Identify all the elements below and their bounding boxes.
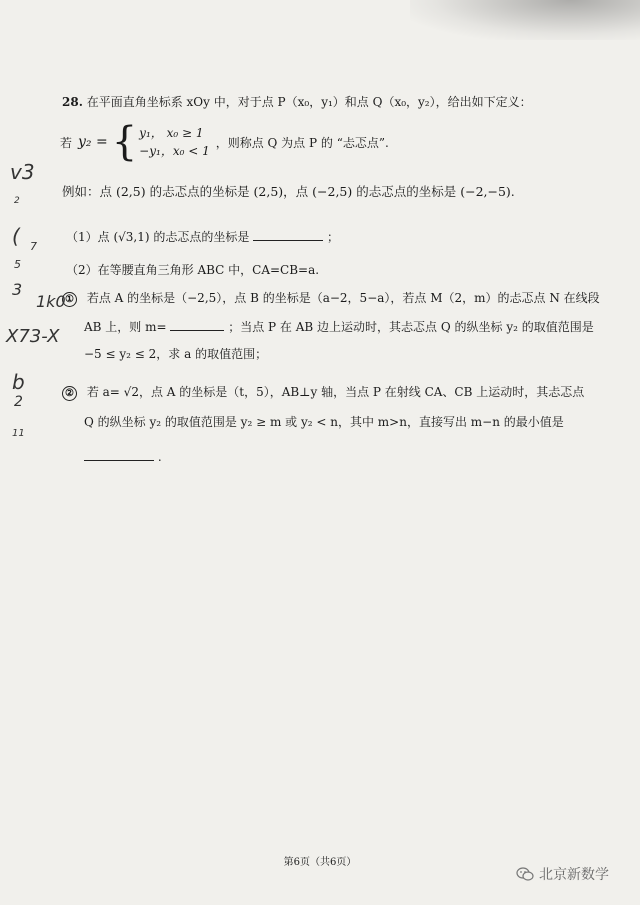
sub2-end: . [157,450,162,464]
definition [60,119,389,165]
sub1-text-2b: ；当点 P 在 AB 边上运动时，其忐忑点 Q 的纵坐标 y₂ 的取值范围是 [228,320,594,334]
sub1-line1 [62,290,600,307]
sub1-text-2a: AB 上，则 m= [84,320,167,334]
definition-prefix: 若 [60,135,73,150]
margin-note: 5 [14,258,21,271]
margin-note: 2 [14,394,23,410]
left-brace: { [111,119,138,165]
margin-note: 2 [14,196,20,206]
question-intro: 在平面直角坐标系 xOy 中，对于点 P（x₀，y₁）和点 Q（x₀，y₂），给出如下定义： [86,95,532,109]
scan-shadow [410,0,640,40]
definition-case-1: y₁， x₀ ≥ 1 [139,126,204,140]
margin-note: 3 [12,280,23,299]
part1-answer-blank [253,228,323,241]
watermark-text: 北京新数学 [539,867,609,883]
sub1-answer-blank [170,318,224,331]
margin-note: 1k0 [36,292,66,311]
sub2-text-1: 若 a= √2，点 A 的坐标是（t，5），AB⊥y 轴，当点 P 在射线 CA、CB 上运动时，其忐忑点 [86,385,585,399]
margin-note: b [12,370,25,394]
definition-case-2: −y₁，x₀ < 1 [139,144,210,158]
sub2-marker: ② [62,386,77,401]
sub2-line2: Q 的纵坐标 y₂ 的取值范围是 y₂ ≥ m 或 y₂ < n，其中 m>n，直接写出 m−n 的最小值是 [84,415,564,429]
wechat-icon [516,867,534,881]
example-line: 例如：点 (2,5) 的忐忑点的坐标是 (2,5)，点 (−2,5) 的忐忑点的坐标是 (−2,−5). [62,184,515,199]
page-footer: 第6页（共6页） [283,857,357,868]
question-intro-line [62,94,532,110]
margin-note: ( [12,224,20,248]
margin-note: 11 [12,428,25,439]
part1-text: （1）点 (√3,1) 的忐忑点的坐标是 [66,230,250,244]
margin-note: 7 [30,240,37,253]
part2-line: （2）在等腰直角三角形 ABC 中，CA=CB=a. [66,263,320,277]
sub2-line3 [84,448,162,465]
sub1-line3: −5 ≤ y₂ ≤ 2，求 a 的取值范围； [84,347,268,361]
watermark [516,864,609,884]
sub2-line1 [62,384,584,401]
part1-end: ； [327,230,340,244]
sub1-marker: ① [62,292,77,307]
definition-suffix: ，则称点 Q 为点 P 的 “忐忑点”. [215,135,389,150]
sub1-line2 [84,318,594,335]
sub1-text-1: 若点 A 的坐标是（−2,5），点 B 的坐标是（a−2，5−a），若点 M（2，m）的忐忑点 N 在线段 [86,291,600,305]
question-number: 28. [62,95,83,109]
definition-cases [139,124,210,160]
margin-note: v3 [10,160,35,184]
margin-note: X73-X [6,326,60,347]
part1-line [66,228,339,245]
sub2-answer-blank [84,448,154,461]
definition-lhs: y₂ = [78,134,108,150]
